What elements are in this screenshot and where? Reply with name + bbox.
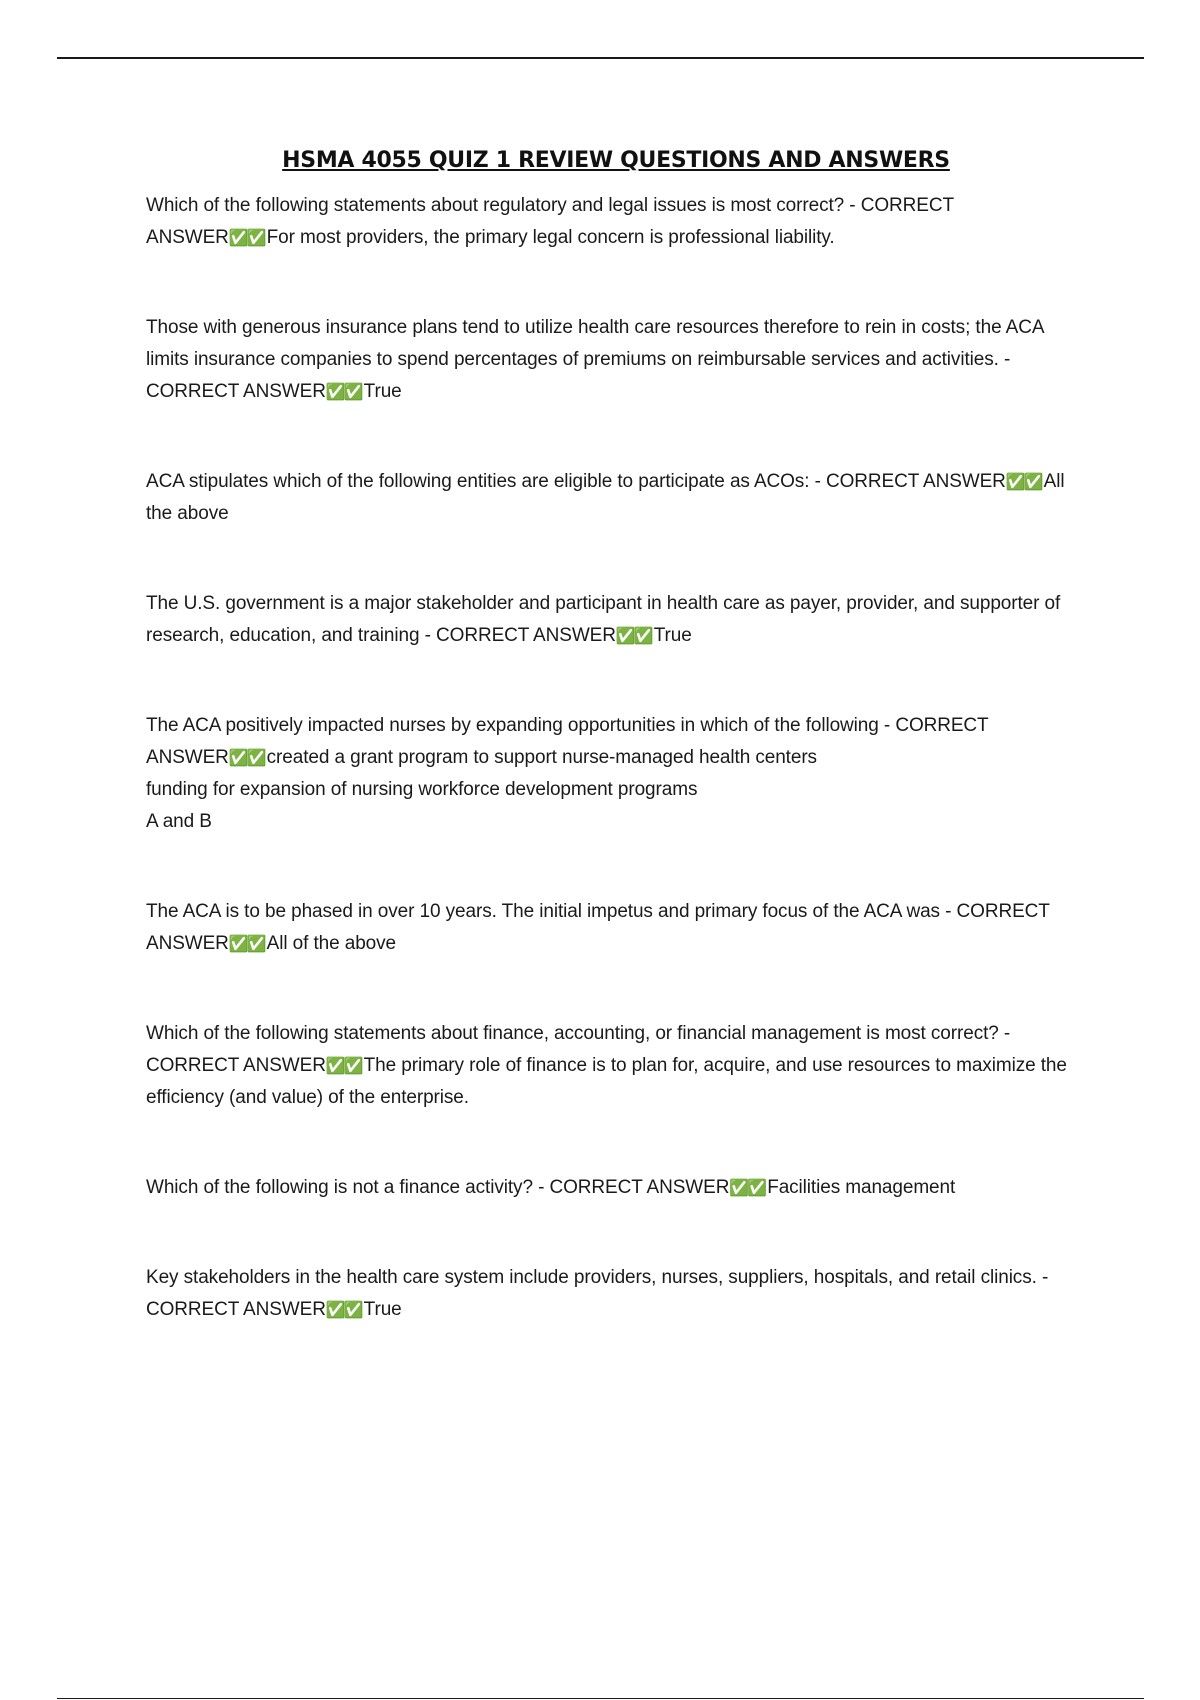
correct-answer-label: - CORRECT ANSWER [146, 715, 989, 768]
correct-answer-label: - CORRECT ANSWER [146, 1023, 1011, 1076]
question-text: ACA stipulates which of the following entities are eligible to participate as ACOs: [146, 471, 810, 492]
correct-answer-label: - CORRECT ANSWER [146, 1267, 1049, 1320]
correct-answer-label: - CORRECT ANSWER [146, 901, 1050, 954]
answer-text: All of the above [266, 933, 397, 954]
question-text: Those with generous insurance plans tend to utilize health care resources therefore to rein in costs; the ACA limits insurance companies to spend percentages of premiums on reimbursable services and activities. [146, 317, 1044, 370]
qa-item-1 [146, 190, 1086, 254]
bottom-rule [57, 1698, 1144, 1699]
answer-text: created a grant program to support nurse-managed health centers [266, 747, 817, 768]
qa-item-7 [146, 1018, 1086, 1114]
qa-item-5 [146, 710, 1086, 838]
double-check-icon: ✅✅ [325, 382, 362, 401]
question-text: Key stakeholders in the health care system include providers, nurses, suppliers, hospitals, and retail clinics. [146, 1267, 1037, 1288]
question-text: The U.S. government is a major stakeholder and participant in health care as payer, provider, and supporter of research, education, and training [146, 593, 1061, 646]
qa-item-2 [146, 312, 1086, 408]
double-check-icon: ✅✅ [228, 934, 265, 953]
answer-text: True [363, 381, 402, 402]
qa-paragraph [146, 1018, 1086, 1114]
correct-answer-label: - CORRECT ANSWER [532, 1177, 730, 1198]
question-text: Which of the following statements about regulatory and legal issues is most correct? [146, 195, 845, 216]
answer-text: True [653, 625, 692, 646]
document-title: HSMA 4055 QUIZ 1 REVIEW QUESTIONS AND ANSWERS [282, 148, 950, 173]
answer-text: For most providers, the primary legal concern is professional liability. [266, 227, 835, 248]
qa-paragraph [146, 466, 1086, 530]
qa-item-9 [146, 1262, 1086, 1326]
question-text: Which of the following statements about finance, accounting, or financial management is most correct? [146, 1023, 999, 1044]
double-check-icon: ✅✅ [729, 1178, 766, 1197]
correct-answer-label: - CORRECT ANSWER [809, 471, 1006, 492]
qa-item-4 [146, 588, 1086, 652]
qa-paragraph [146, 190, 1086, 254]
question-text: The ACA is to be phased in over 10 years. The initial impetus and primary focus of the ACA was [146, 901, 940, 922]
double-check-icon: ✅✅ [228, 748, 265, 767]
qa-item-8 [146, 1172, 1086, 1204]
double-check-icon: ✅✅ [228, 228, 265, 247]
qa-item-3 [146, 466, 1086, 530]
correct-answer-label: - CORRECT ANSWER [146, 195, 954, 248]
correct-answer-label: - CORRECT ANSWER [146, 349, 1011, 402]
double-check-icon: ✅✅ [1005, 472, 1042, 491]
qa-paragraph [146, 1262, 1086, 1326]
qa-item-6 [146, 896, 1086, 960]
double-check-icon: ✅✅ [615, 626, 652, 645]
answer-text: The primary role of finance is to plan for, acquire, and use resources to maximize the efficiency (and value) of the enterprise. [146, 1055, 1067, 1108]
answer-text: True [363, 1299, 402, 1320]
answer-text: Facilities management [767, 1177, 956, 1198]
answer-text: All the above [146, 471, 1065, 524]
question-text: Which of the following is not a finance activity? [146, 1177, 533, 1198]
qa-paragraph [146, 896, 1086, 960]
double-check-icon: ✅✅ [325, 1300, 362, 1319]
question-text: The ACA positively impacted nurses by expanding opportunities in which of the following [146, 715, 879, 736]
qa-paragraph [146, 1172, 1086, 1204]
top-rule [57, 57, 1144, 59]
qa-paragraph [146, 312, 1086, 408]
qa-paragraph [146, 588, 1086, 652]
correct-answer-label: - CORRECT ANSWER [419, 625, 616, 646]
answer-extra-line: funding for expansion of nursing workforce development programs [146, 779, 698, 800]
qa-paragraph [146, 710, 1086, 774]
answer-extra-line: A and B [146, 811, 212, 832]
double-check-icon: ✅✅ [325, 1056, 362, 1075]
document-body [146, 146, 1086, 1326]
